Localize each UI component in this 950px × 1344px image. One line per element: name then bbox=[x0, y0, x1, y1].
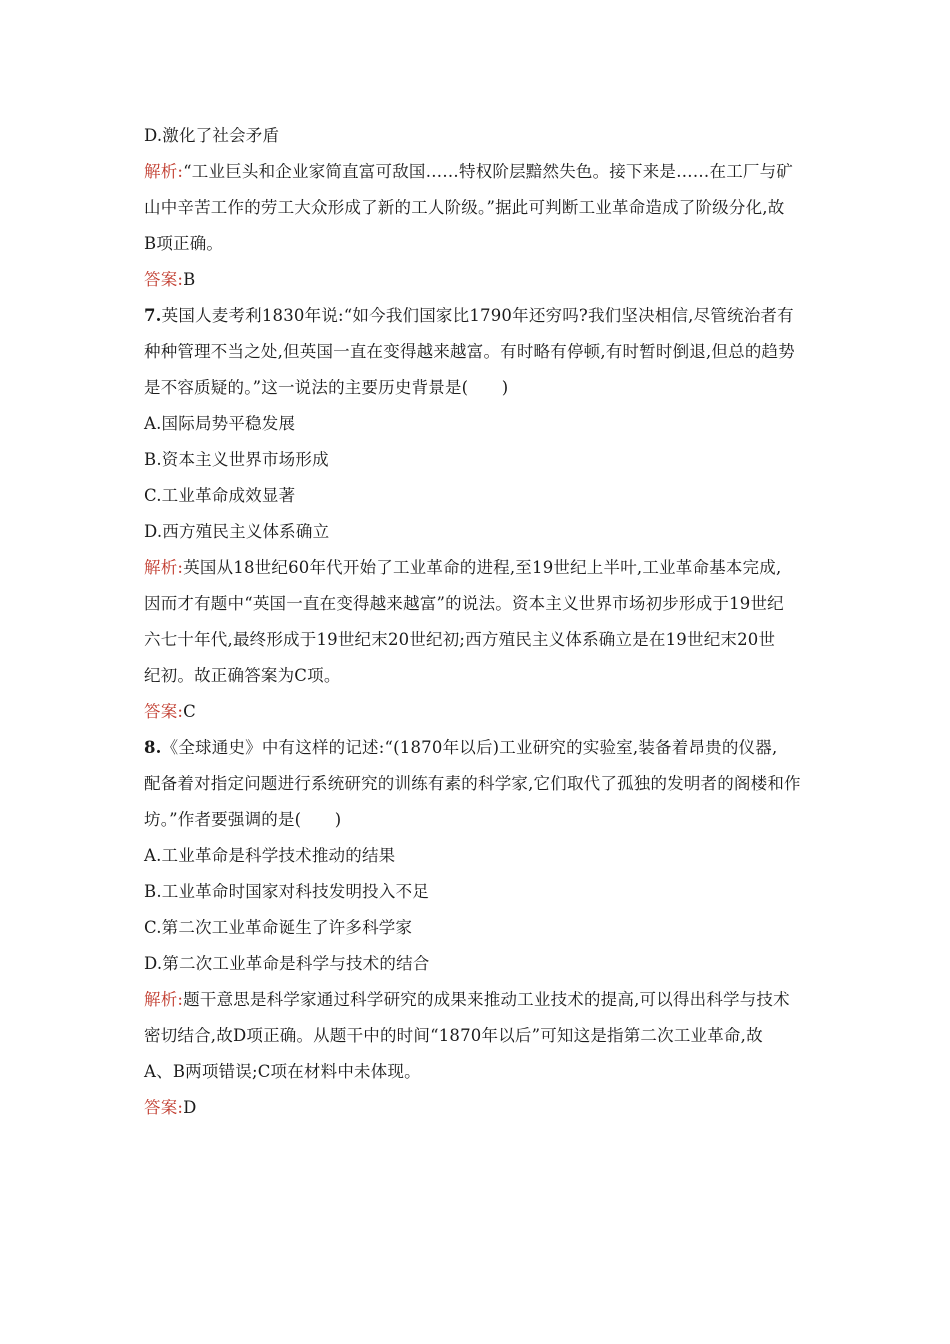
q7-analysis-line-3: 六七十年代,最终形成于19世纪末20世纪初;西方殖民主义体系确立是在19世纪末20世 bbox=[144, 630, 776, 649]
q8-analysis-text-1: 题干意思是科学家通过科学研究的成果来推动工业技术的提高,可以得出科学与技术 bbox=[183, 990, 790, 1009]
q8-number: 8. bbox=[144, 738, 162, 757]
q7-answer-label: 答案: bbox=[144, 702, 184, 721]
q7-option-c: C.工业革命成效显著 bbox=[144, 486, 296, 505]
q7-option-d: D.西方殖民主义体系确立 bbox=[144, 522, 330, 541]
q6-answer bbox=[144, 262, 810, 298]
q8-stem-line-2: 配备着对指定问题进行系统研究的训练有素的科学家,它们取代了孤独的发明者的阁楼和作 bbox=[144, 774, 801, 793]
q7-analysis-text-1: 英国从18世纪60年代开始了工业革命的进程,至19世纪上半叶,工业革命基本完成, bbox=[183, 558, 782, 577]
q8-stem-text-1: 《全球通史》中有这样的记述:“(1870年以后)工业研究的实验室,装备着昂贵的仪器, bbox=[161, 738, 778, 757]
q7-analysis-label: 解析: bbox=[144, 558, 184, 577]
q6-analysis-line-2: 山中辛苦工作的劳工大众形成了新的工人阶级。”据此可判断工业革命造成了阶级分化,故 bbox=[144, 198, 785, 217]
q6-analysis-line-3: B项正确。 bbox=[144, 234, 224, 253]
q8-option-c: C.第二次工业革命诞生了许多科学家 bbox=[144, 918, 413, 937]
q6-answer-label: 答案: bbox=[144, 270, 184, 289]
document-page bbox=[144, 118, 810, 1126]
q8-stem-line-1 bbox=[144, 730, 810, 766]
q8-answer-value: D bbox=[183, 1098, 197, 1117]
q8-analysis-line-2: 密切结合,故D项正确。从题干中的时间“1870年以后”可知这是指第二次工业革命,故 bbox=[144, 1026, 763, 1045]
q8-analysis-line-1 bbox=[144, 982, 810, 1018]
q7-analysis-line-1 bbox=[144, 550, 810, 586]
q7-stem-line-3: 是不容质疑的。”这一说法的主要历史背景是( ) bbox=[144, 378, 509, 397]
q8-option-d: D.第二次工业革命是科学与技术的结合 bbox=[144, 954, 430, 973]
q8-answer-label: 答案: bbox=[144, 1098, 184, 1117]
q8-stem-line-3: 坊。”作者要强调的是( ) bbox=[144, 810, 342, 829]
q7-stem-line-2: 种种管理不当之处,但英国一直在变得越来越富。有时略有停顿,有时暂时倒退,但总的趋势 bbox=[144, 342, 795, 361]
q6-option-d: D.激化了社会矛盾 bbox=[144, 126, 280, 145]
q7-answer bbox=[144, 694, 810, 730]
q8-option-a: A.工业革命是科学技术推动的结果 bbox=[144, 846, 396, 865]
q6-analysis-text-1: “工业巨头和企业家简直富可敌国……特权阶层黯然失色。接下来是……在工厂与矿 bbox=[183, 162, 794, 181]
q6-analysis-label: 解析: bbox=[144, 162, 184, 181]
q8-analysis-line-3: A、B两项错误;C项在材料中未体现。 bbox=[144, 1062, 421, 1081]
q7-analysis-line-2: 因而才有题中“英国一直在变得越来越富”的说法。资本主义世界市场初步形成于19世纪 bbox=[144, 594, 784, 613]
q7-option-a: A.国际局势平稳发展 bbox=[144, 414, 296, 433]
q7-analysis-line-4: 纪初。故正确答案为C项。 bbox=[144, 666, 341, 685]
q8-option-b: B.工业革命时国家对科技发明投入不足 bbox=[144, 882, 429, 901]
q6-answer-value: B bbox=[183, 270, 196, 289]
q7-stem-line-1 bbox=[144, 298, 810, 334]
q7-answer-value: C bbox=[183, 702, 196, 721]
q7-stem-text-1: 英国人麦考利1830年说:“如今我们国家比1790年还穷吗?我们坚决相信,尽管统治者有 bbox=[161, 306, 794, 325]
q7-option-b: B.资本主义世界市场形成 bbox=[144, 450, 329, 469]
q6-analysis-line-1 bbox=[144, 154, 810, 190]
q8-analysis-label: 解析: bbox=[144, 990, 184, 1009]
q8-answer bbox=[144, 1090, 810, 1126]
q7-number: 7. bbox=[144, 306, 162, 325]
